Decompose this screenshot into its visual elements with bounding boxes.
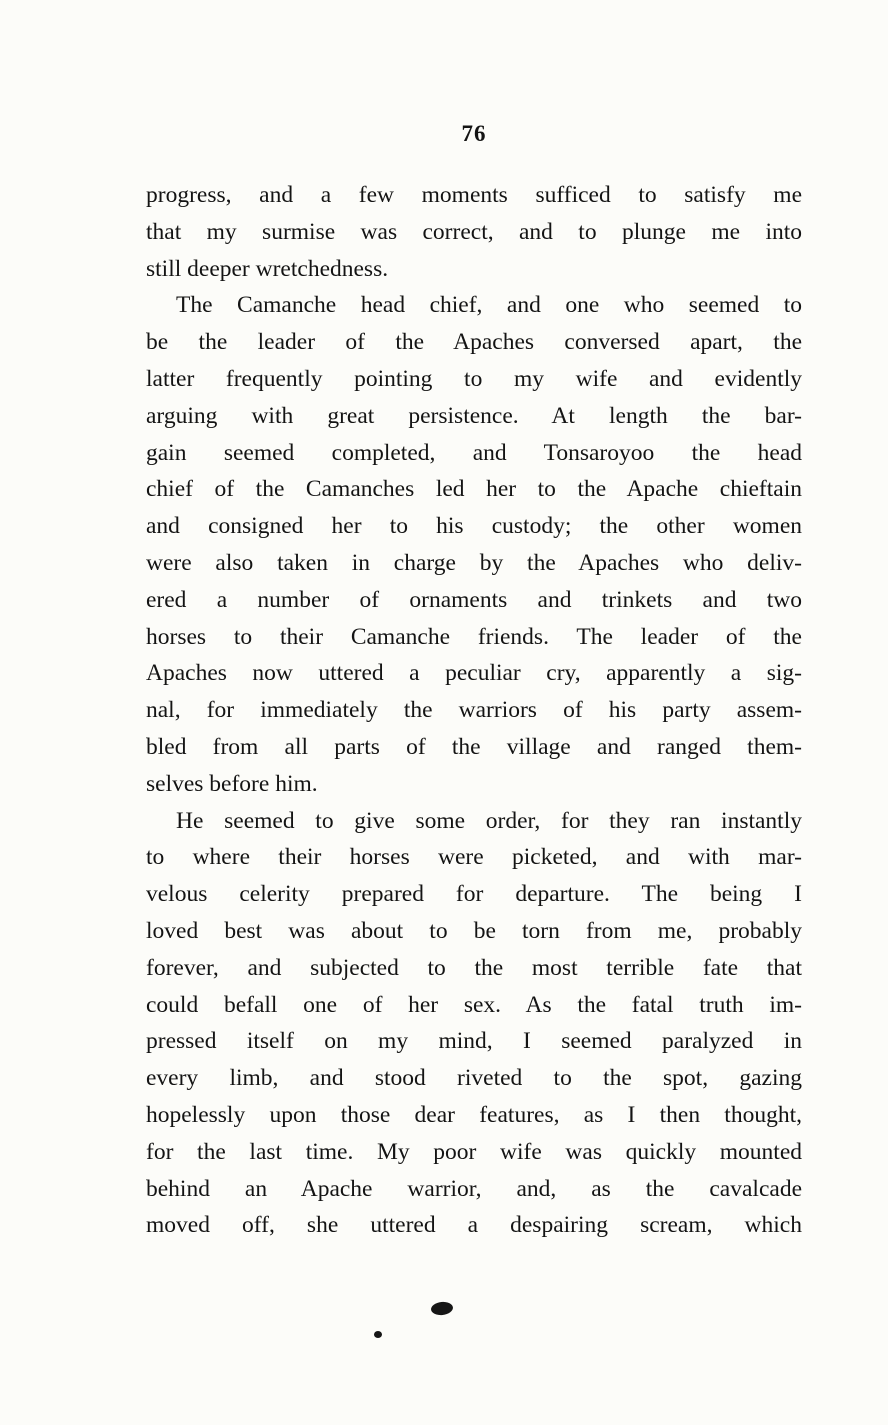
text-line: were also taken in charge by the Apaches who deliv-: [146, 549, 802, 576]
text-line: selves before him.: [146, 770, 318, 797]
paragraph: [146, 177, 802, 287]
text-line: hopelessly upon those dear features, as I then thought,: [146, 1101, 802, 1128]
text-block: [146, 177, 802, 1244]
ink-speck: [374, 1331, 382, 1338]
text-line: loved best was about to be torn from me, probably: [146, 917, 802, 944]
paragraph: [146, 803, 802, 1245]
text-line: chief of the Camanches led her to the Apache chieftain: [146, 476, 802, 503]
text-line: moved off, she uttered a despairing scream, which: [146, 1212, 802, 1239]
text-line: and consigned her to his custody; the other women: [146, 513, 802, 540]
text-line: that my surmise was correct, and to plunge me into: [146, 218, 802, 245]
text-line: gain seemed completed, and Tonsaroyoo the head: [146, 439, 802, 466]
text-line: He seemed to give some order, for they ran instantly: [176, 807, 802, 834]
text-line: to where their horses were picketed, and with mar-: [146, 844, 802, 871]
text-line: horses to their Camanche friends. The leader of the: [146, 623, 802, 650]
text-line: nal, for immediately the warriors of his party assem-: [146, 697, 802, 724]
ink-blot: [430, 1301, 453, 1316]
text-line: could befall one of her sex. As the fatal truth im-: [146, 991, 802, 1018]
text-line: bled from all parts of the village and ranged them-: [146, 733, 802, 760]
text-line: pressed itself on my mind, I seemed paralyzed in: [146, 1028, 802, 1055]
text-line: every limb, and stood riveted to the spot, gazing: [146, 1065, 802, 1092]
text-line: be the leader of the Apaches conversed apart, the: [146, 329, 802, 356]
text-line: behind an Apache warrior, and, as the cavalcade: [146, 1175, 802, 1202]
text-line: arguing with great persistence. At length the bar-: [146, 402, 802, 429]
text-line: Apaches now uttered a peculiar cry, apparently a sig-: [146, 660, 802, 687]
text-line: forever, and subjected to the most terrible fate that: [146, 954, 802, 981]
text-line: for the last time. My poor wife was quickly mounted: [146, 1138, 802, 1165]
text-line: still deeper wretchedness.: [146, 255, 389, 282]
page-number: 76: [461, 121, 487, 146]
text-line: velous celerity prepared for departure. The being I: [146, 881, 802, 908]
text-line: latter frequently pointing to my wife and evidently: [146, 365, 802, 392]
paragraph: [146, 287, 802, 802]
text-line: The Camanche head chief, and one who seemed to: [176, 292, 802, 319]
text-line: progress, and a few moments sufficed to satisfy me: [146, 182, 802, 208]
text-line: ered a number of ornaments and trinkets and two: [146, 586, 802, 613]
